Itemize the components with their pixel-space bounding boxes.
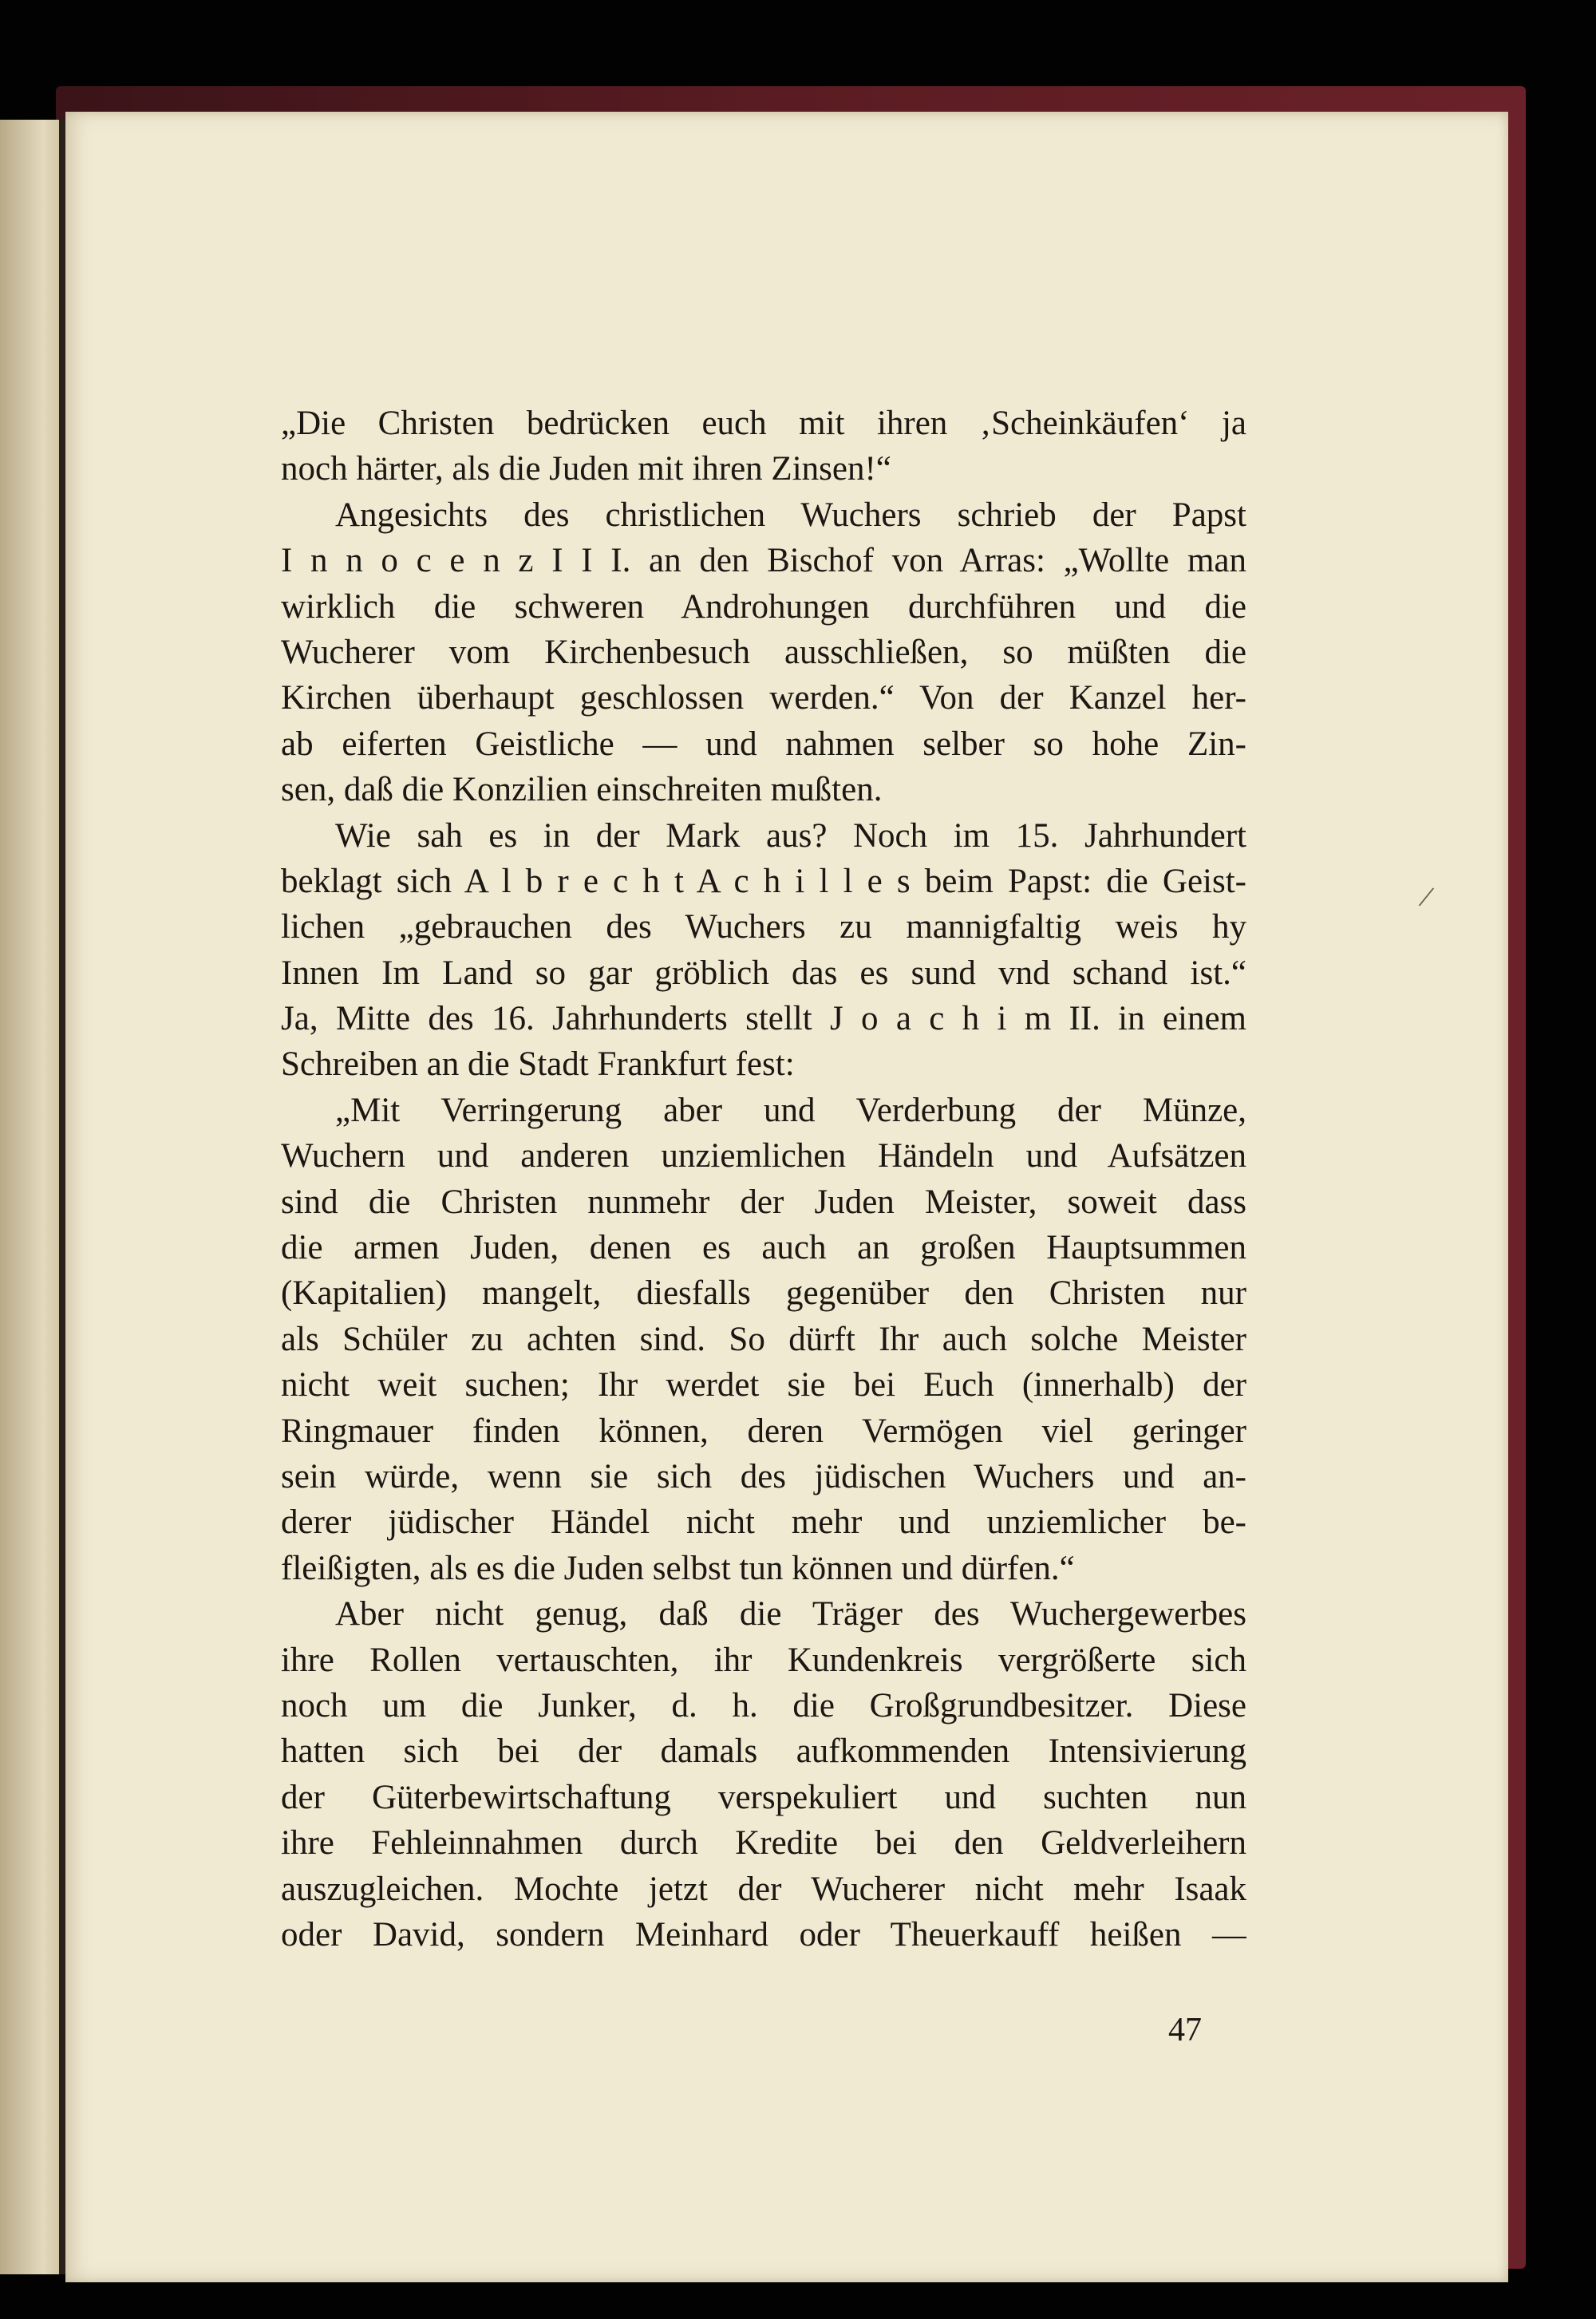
text-line: sein würde, wenn sie sich des jüdischen Wuchers und an- (281, 1457, 1246, 1495)
book-page (65, 112, 1508, 2282)
text-line: „Die Christen bedrücken euch mit ihren ‚Scheinkäufen‘ ja (281, 405, 1246, 442)
text-line: Ringmauer finden können, deren Vermögen viel geringer (281, 1412, 1246, 1450)
text-line: nicht weit suchen; Ihr werdet sie bei Euch (innerhalb) der (281, 1366, 1246, 1404)
text-line: beklagt sich A l b r e c h t A c h i l l e s beim Papst: die Geist- (281, 862, 1246, 900)
text-line: die armen Juden, denen es auch an großen Hauptsummen (281, 1229, 1246, 1267)
text-line: Kirchen überhaupt geschlossen werden.“ Von der Kanzel her- (281, 679, 1246, 717)
pencil-mark: / (1416, 878, 1437, 915)
text-line: der Güterbewirtschaftung verspekuliert und suchten nun (281, 1778, 1246, 1816)
text-line: als Schüler zu achten sind. So dürft Ihr auch solche Meister (281, 1320, 1246, 1358)
text-line: „Mit Verringerung aber und Verderbung der Münze, (335, 1091, 1246, 1129)
text-line: Wuchern und anderen unziemlichen Händeln und Aufsätzen (281, 1137, 1246, 1175)
text-line: Aber nicht genug, daß die Träger des Wuchergewerbes (335, 1595, 1246, 1634)
text-line: ab eiferten Geistliche — und nahmen selber so hohe Zin- (281, 725, 1246, 763)
text-line: ihre Rollen vertauschten, ihr Kundenkreis vergrößerte sich (281, 1641, 1246, 1679)
text-line: Ja, Mitte des 16. Jahrhunderts stellt J o a c h i m II. in einem (281, 1000, 1246, 1038)
text-line: Innen Im Land so gar gröblich das es sund vnd schand ist.“ (281, 954, 1246, 992)
text-line: lichen „gebrauchen des Wuchers zu mannigfaltig weis hy (281, 908, 1246, 946)
text-line: sind die Christen nunmehr der Juden Meister, soweit dass (281, 1183, 1246, 1221)
text-line: ihre Fehleinnahmen durch Kredite bei den Geldverleihern (281, 1824, 1246, 1863)
text-line: (Kapitalien) mangelt, diesfalls gegenüber den Christen nur (281, 1274, 1246, 1313)
text-line: noch um die Junker, d. h. die Großgrundbesitzer. Diese (281, 1686, 1246, 1724)
text-line: oder David, sondern Meinhard oder Theuerkauff heißen — (281, 1915, 1246, 1954)
text-line: Angesichts des christlichen Wuchers schrieb der Papst (335, 496, 1246, 534)
text-line: noch härter, als die Juden mit ihren Zinsen!“ (281, 450, 891, 488)
text-line: auszugleichen. Mochte jetzt der Wucherer nicht mehr Isaak (281, 1870, 1246, 1908)
text-line: derer jüdischer Händel nicht mehr und unziemlicher be- (281, 1503, 1246, 1542)
text-line: sen, daß die Konzilien einschreiten mußten. (281, 771, 883, 809)
page-text-block (281, 401, 1246, 1958)
text-line: wirklich die schweren Androhungen durchführen und die (281, 587, 1246, 626)
text-line: Wie sah es in der Mark aus? Noch im 15. Jahrhundert (335, 816, 1246, 855)
text-line: fleißigten, als es die Juden selbst tun können und dürfen.“ (281, 1549, 1075, 1587)
text-line: I n n o c e n z I I I. an den Bischof von Arras: „Wollte man (281, 542, 1246, 580)
text-line: Wucherer vom Kirchenbesuch ausschließen, so müßten die (281, 633, 1246, 671)
text-line: Schreiben an die Stadt Frankfurt fest: (281, 1045, 795, 1084)
facing-page-edge (0, 120, 62, 2274)
page-number: 47 (1168, 2012, 1202, 2048)
text-line: hatten sich bei der damals aufkommenden Intensivierung (281, 1732, 1246, 1771)
